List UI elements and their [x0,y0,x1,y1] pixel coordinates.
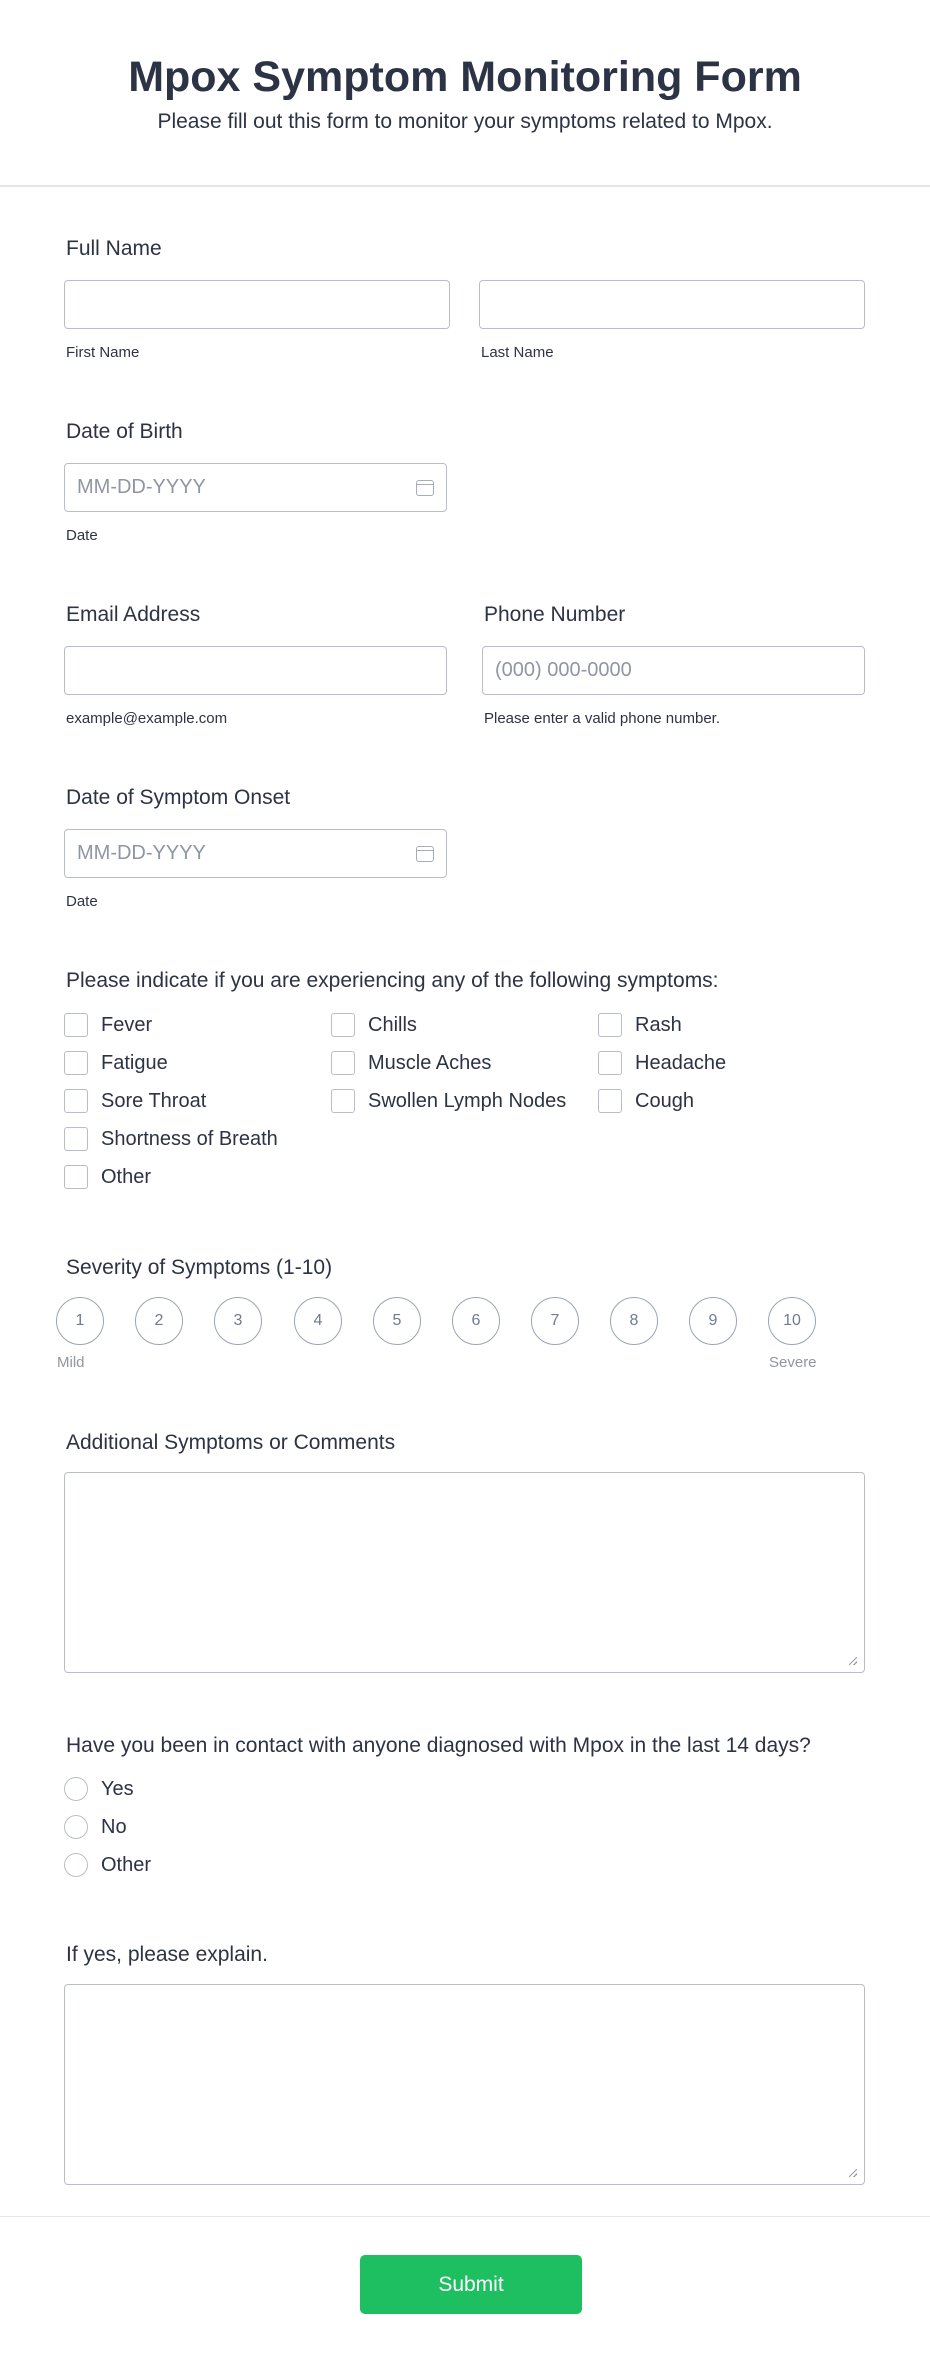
severity-min-caption: Mild [57,1354,85,1371]
contact-option-yes[interactable] [64,1777,134,1801]
symptom-shortness-of-breath[interactable] [64,1127,278,1151]
symptom-sore-throat[interactable] [64,1089,206,1113]
symptom-other[interactable] [64,1165,151,1189]
phone-input[interactable] [482,646,865,695]
dob-label: Date of Birth [66,420,183,443]
onset-placeholder: MM-DD-YYYY [77,842,206,864]
onset-label: Date of Symptom Onset [66,786,291,809]
onset-sublabel: Date [66,893,98,910]
symptom-label: Fatigue [101,1051,168,1074]
comments-textarea[interactable] [64,1472,865,1673]
symptom-label: Cough [635,1089,694,1112]
checkbox[interactable] [331,1089,355,1113]
radio-label: Yes [101,1777,134,1800]
resize-grip-icon[interactable] [849,1657,857,1665]
severity-option-1[interactable]: 1 [56,1297,104,1345]
checkbox[interactable] [64,1013,88,1037]
checkbox[interactable] [64,1165,88,1189]
symptom-chills[interactable] [331,1013,417,1037]
checkbox[interactable] [598,1089,622,1113]
email-sublabel: example@example.com [66,710,228,727]
symptom-label: Muscle Aches [368,1051,492,1074]
severity-max-caption: Severe [769,1354,817,1371]
symptom-headache[interactable] [598,1051,726,1075]
checkbox[interactable] [598,1051,622,1075]
symptom-label: Shortness of Breath [101,1127,278,1150]
onset-date-input[interactable] [64,829,447,878]
symptom-label: Rash [635,1013,682,1036]
radio-label: Other [101,1853,152,1876]
resize-grip-icon[interactable] [849,2169,857,2177]
severity-option-4[interactable]: 4 [294,1297,342,1345]
checkbox[interactable] [64,1051,88,1075]
symptom-label: Headache [635,1051,727,1074]
radio-button[interactable] [64,1815,88,1839]
first-name-input[interactable] [64,280,450,329]
severity-option-3[interactable]: 3 [214,1297,262,1345]
checkbox[interactable] [331,1013,355,1037]
severity-option-7[interactable]: 7 [531,1297,579,1345]
checkbox[interactable] [64,1127,88,1151]
dob-placeholder: MM-DD-YYYY [77,476,206,498]
explain-label: If yes, please explain. [66,1943,268,1966]
symptom-fever[interactable] [64,1013,152,1037]
email-field[interactable] [64,646,447,695]
checkbox[interactable] [598,1013,622,1037]
symptoms-label: Please indicate if you are experiencing any of the following symptoms: [66,969,719,992]
explain-textarea[interactable] [64,1984,865,2185]
symptom-label: Sore Throat [101,1089,207,1112]
form-title: Mpox Symptom Monitoring Form [128,53,802,101]
symptom-label: Other [101,1165,152,1188]
comments-label: Additional Symptoms or Comments [66,1431,396,1454]
phone-label: Phone Number [484,603,626,626]
footer-divider [0,2216,930,2217]
email-label: Email Address [66,603,201,626]
symptom-cough[interactable] [598,1089,694,1113]
severity-option-6[interactable]: 6 [452,1297,500,1345]
calendar-icon[interactable] [416,846,434,862]
contact-option-no[interactable] [64,1815,127,1839]
checkbox[interactable] [331,1051,355,1075]
form-header [0,0,930,187]
severity-option-2[interactable]: 2 [135,1297,183,1345]
calendar-icon[interactable] [416,480,434,496]
symptom-fatigue[interactable] [64,1051,168,1075]
last-name-sublabel: Last Name [481,344,554,361]
form-subtitle: Please fill out this form to monitor your symptoms related to Mpox. [157,110,773,133]
symptom-label: Chills [368,1013,417,1036]
symptom-swollen-lymph-nodes[interactable] [331,1089,566,1113]
contact-option-other[interactable] [64,1853,151,1877]
full-name-label: Full Name [66,237,162,260]
severity-option-8[interactable]: 8 [610,1297,658,1345]
severity-option-10[interactable]: 10 [768,1297,816,1345]
radio-label: No [101,1815,127,1838]
dob-input[interactable] [64,463,447,512]
severity-label: Severity of Symptoms (1-10) [66,1256,333,1279]
symptom-label: Swollen Lymph Nodes [368,1089,567,1112]
submit-button[interactable]: Submit [360,2255,582,2314]
phone-sublabel: Please enter a valid phone number. [484,710,720,727]
last-name-input[interactable] [479,280,865,329]
checkbox[interactable] [64,1089,88,1113]
radio-button[interactable] [64,1853,88,1877]
radio-button[interactable] [64,1777,88,1801]
first-name-sublabel: First Name [66,344,140,361]
phone-placeholder: (000) 000-0000 [495,659,632,681]
severity-option-5[interactable]: 5 [373,1297,421,1345]
symptom-label: Fever [101,1013,153,1036]
severity-option-9[interactable]: 9 [689,1297,737,1345]
symptom-rash[interactable] [598,1013,682,1037]
symptom-muscle-aches[interactable] [331,1051,491,1075]
contact-label: Have you been in contact with anyone diagnosed with Mpox in the last 14 days? [66,1734,811,1757]
dob-sublabel: Date [66,527,98,544]
